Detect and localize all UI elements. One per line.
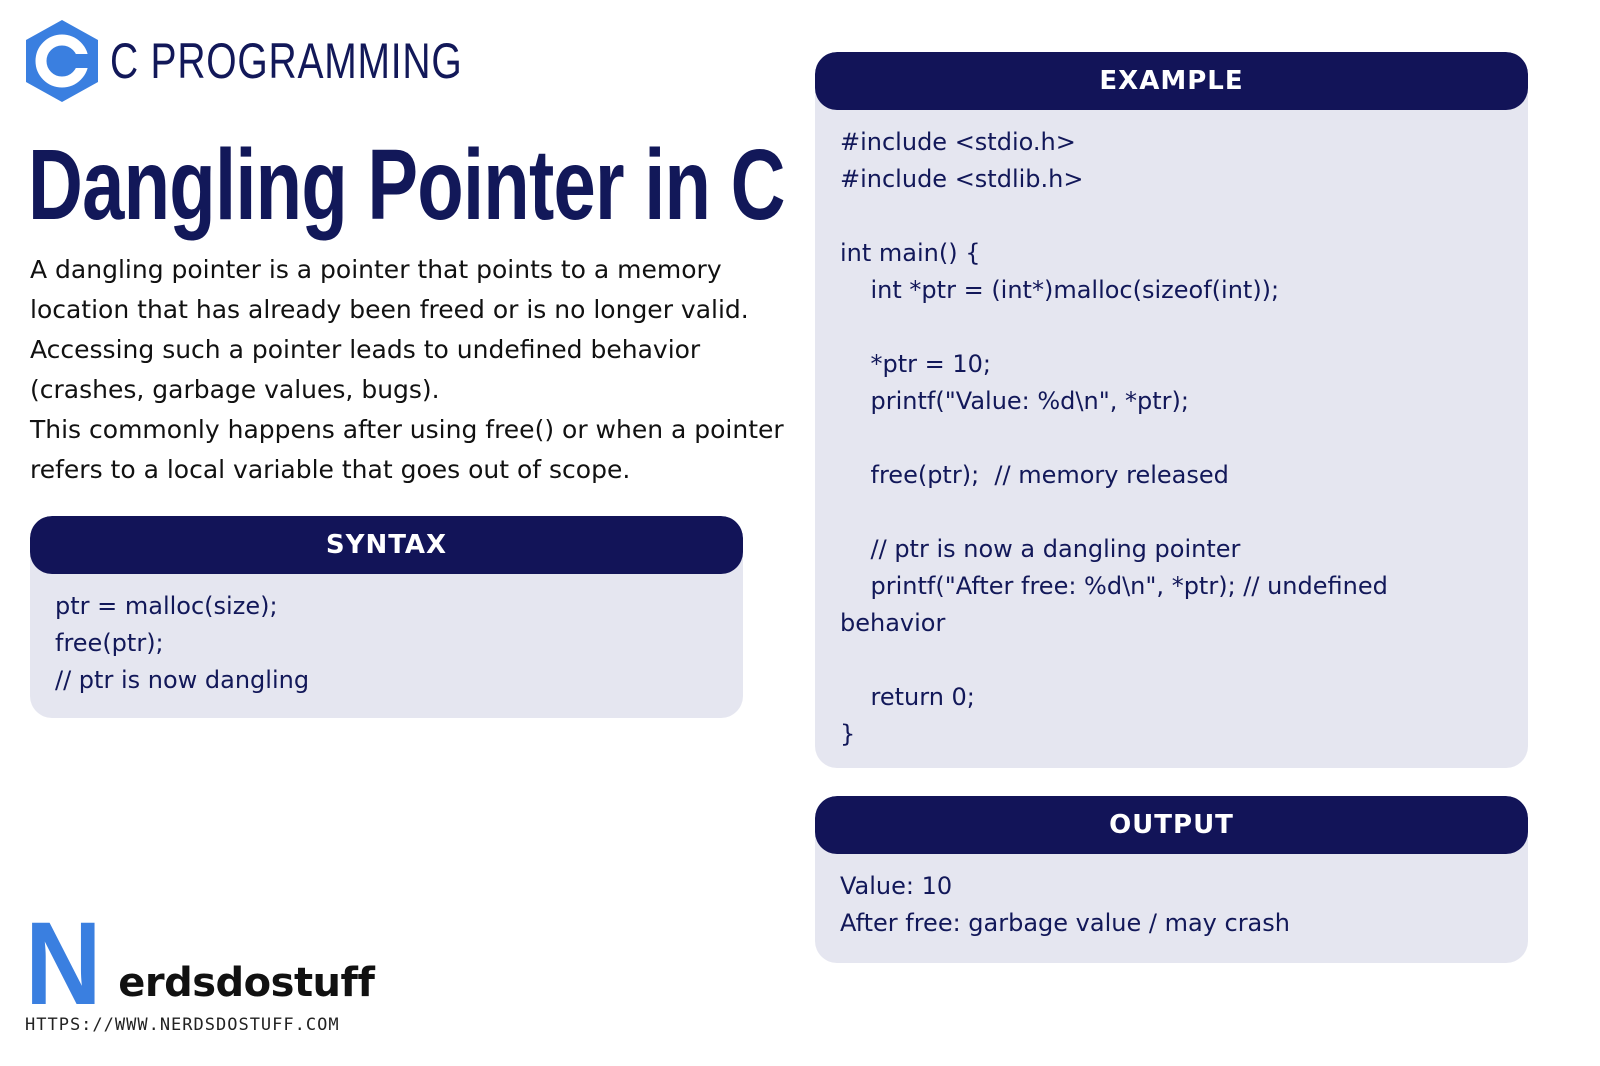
code-line: return 0;: [840, 683, 975, 711]
code-line: free(ptr); // memory released: [840, 461, 1229, 489]
code-line: behavior: [840, 609, 946, 637]
code-line: free(ptr);: [55, 629, 164, 657]
code-line: int main() {: [840, 239, 981, 267]
code-line: int *ptr = (int*)malloc(sizeof(int));: [840, 276, 1280, 304]
intro-text: [30, 250, 790, 490]
c-programming-logo: [24, 18, 562, 104]
syntax-code: [30, 574, 743, 699]
code-line: }: [840, 720, 856, 748]
code-line: *ptr = 10;: [840, 350, 992, 378]
syntax-heading: SYNTAX: [30, 516, 743, 574]
example-card: [815, 52, 1528, 768]
brand-initial: N: [25, 898, 102, 1030]
code-line: // ptr is now a dangling pointer: [840, 535, 1241, 563]
code-line: [840, 309, 1503, 346]
output-card: [815, 796, 1528, 963]
code-line: ptr = malloc(size);: [55, 592, 278, 620]
code-line: [840, 198, 1503, 235]
intro-paragraph: This commonly happens after using free() or when a pointer refers to a local variable that goes out of scope.: [30, 415, 784, 484]
code-line: printf("After free: %d\n", *ptr); // undefined: [840, 572, 1388, 600]
code-line: #include <stdlib.h>: [840, 165, 1084, 193]
code-line: [840, 494, 1503, 531]
output-heading: OUTPUT: [815, 796, 1528, 854]
code-line: // ptr is now dangling: [55, 666, 310, 694]
syntax-card: [30, 516, 743, 718]
c-hexagon-icon: [24, 18, 100, 104]
output-line: Value: 10: [840, 872, 953, 900]
code-line: [840, 420, 1503, 457]
output-line: After free: garbage value / may crash: [840, 909, 1290, 937]
page-title: Dangling Pointer in C: [28, 129, 785, 241]
output-text: [815, 854, 1528, 942]
brand-name: erdsdostuff: [118, 960, 375, 1006]
intro-paragraph: A dangling pointer is a pointer that points to a memory location that has already been freed or is no longer valid. Accessing such a pointer leads to undefined behavior (crashes, garbage values, bugs).: [30, 255, 749, 404]
example-code: [815, 110, 1528, 753]
brand-label: C PROGRAMMING: [110, 33, 463, 89]
website-url: HTTPS://WWW.NERDSDOSTUFF.COM: [25, 1015, 340, 1035]
example-heading: EXAMPLE: [815, 52, 1528, 110]
code-line: printf("Value: %d\n", *ptr);: [840, 387, 1189, 415]
code-line: [840, 642, 1503, 679]
code-line: #include <stdio.h>: [840, 128, 1076, 156]
